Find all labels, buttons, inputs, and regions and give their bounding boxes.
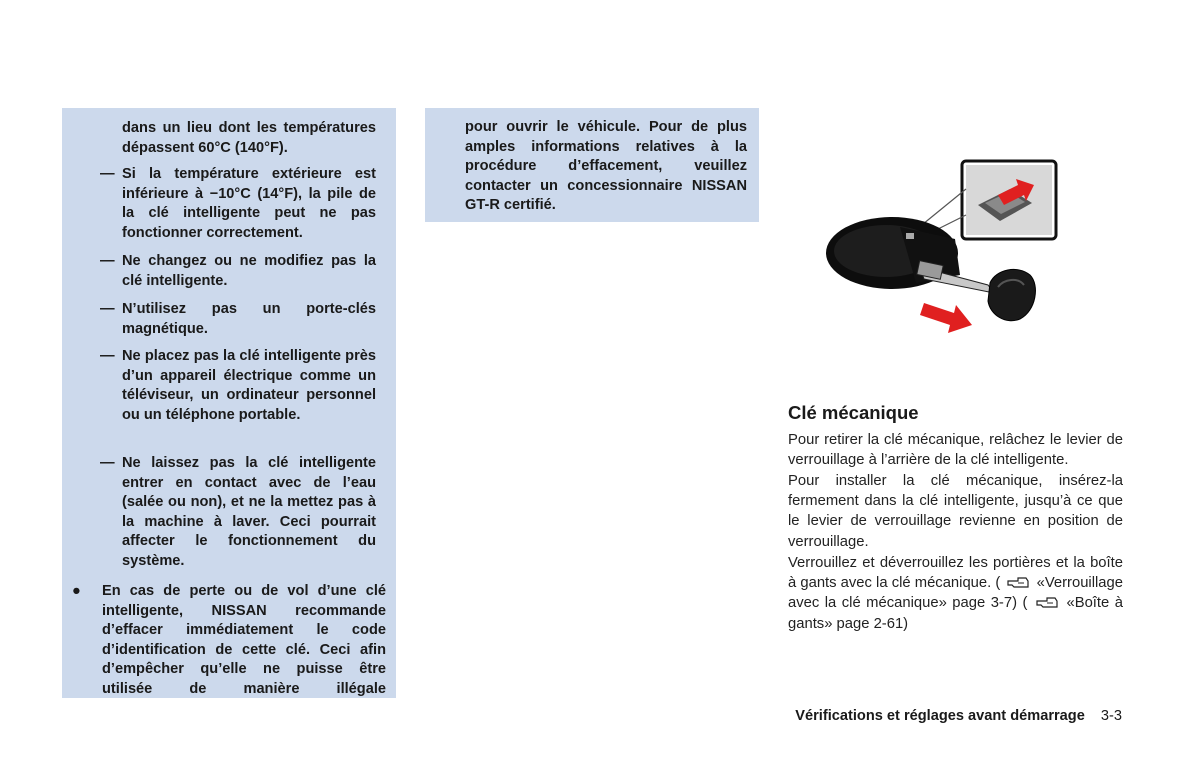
warning-dash-item xyxy=(100,300,376,339)
cross-reference-link[interactable]: «Boîte à gants» page 2-61) xyxy=(788,595,1123,632)
footer-chapter-title: Vérifications et réglages avant démarrage xyxy=(795,708,1085,724)
warning-right-text: pour ouvrir le véhicule. Pour de plus amples informations relatives à la procédure d’effacement, veuillez contacter un concessionnaire NISSAN GT-R certifié. xyxy=(465,119,747,214)
cross-reference-link[interactable]: «Verrouillage avec la clé mécanique» page 3-7) xyxy=(788,575,1123,612)
section-paragraph xyxy=(788,553,1123,634)
section-paragraph-text: Verrouillez et déverrouillez les portières et la boîte à gants avec la clé mécanique. xyxy=(788,555,1123,592)
section-paragraph: Pour retirer la clé mécanique, relâchez le levier de verrouillage à l’arrière de la clé intelligente. xyxy=(788,432,1123,469)
page-footer xyxy=(795,708,1122,724)
warning-dash-item xyxy=(100,165,376,243)
dash-mark: — xyxy=(100,166,115,182)
section-paragraph: Pour installer la clé mécanique, insérez-la fermement dans la clé intelligente, jusqu’à ce que le levier de verrouillage revienne en position de verrouillage. xyxy=(788,473,1123,550)
ref-open: ( xyxy=(995,575,1001,592)
bullet-icon: ● xyxy=(72,583,81,599)
key-illustration-svg xyxy=(820,155,1060,340)
section-title: Clé mécanique xyxy=(788,402,919,423)
dash-mark: — xyxy=(100,455,115,471)
warning-dash-text: Si la température extérieure est inférieure à −10°C (14°F), la pile de la clé intelligente peut ne pas fonctionner correctement. xyxy=(122,166,376,241)
warning-dash-item xyxy=(100,347,376,425)
warning-continuation: dans un lieu dont les températures dépassent 60°C (140°F). xyxy=(122,120,376,156)
warning-dash-text: Ne placez pas la clé intelligente près d’un appareil électrique comme un téléviseur, un ordinateur personnel ou un téléphone portable. xyxy=(122,348,376,423)
warning-bullet-text: En cas de perte ou de vol d’une clé intelligente, NISSAN recommande d’effacer immédiatement le code d’identification de cette clé. Ceci afin d’empêcher qu’elle ne puisse être utilisée de manière illégale xyxy=(102,583,386,697)
dash-mark: — xyxy=(100,253,115,269)
warning-box-right xyxy=(425,108,759,222)
warning-box-left xyxy=(62,108,396,698)
pointing-hand-ref-icon xyxy=(1035,595,1059,609)
warning-dash-text: Ne changez ou ne modifiez pas la clé intelligente. xyxy=(122,253,376,289)
warning-dash-item xyxy=(100,454,376,572)
warning-dash-text: N’utilisez pas un porte-clés magnétique. xyxy=(122,301,376,337)
dash-mark: — xyxy=(100,348,115,364)
warning-dash-item xyxy=(100,252,376,291)
mechanical-key-release-illustration xyxy=(820,155,1060,340)
warning-dash-text: Ne laissez pas la clé intelligente entrer en contact avec de l’eau (salée ou non), et ne la mettez pas à la machine à laver. Ceci pourrait affecter le fonctionnement du système. xyxy=(122,455,376,569)
dash-mark: — xyxy=(100,301,115,317)
page-number: 3-3 xyxy=(1100,708,1122,724)
pointing-hand-ref-icon xyxy=(1006,575,1030,589)
ref-open: ( xyxy=(1022,595,1028,612)
warning-bullet-item xyxy=(72,582,386,700)
